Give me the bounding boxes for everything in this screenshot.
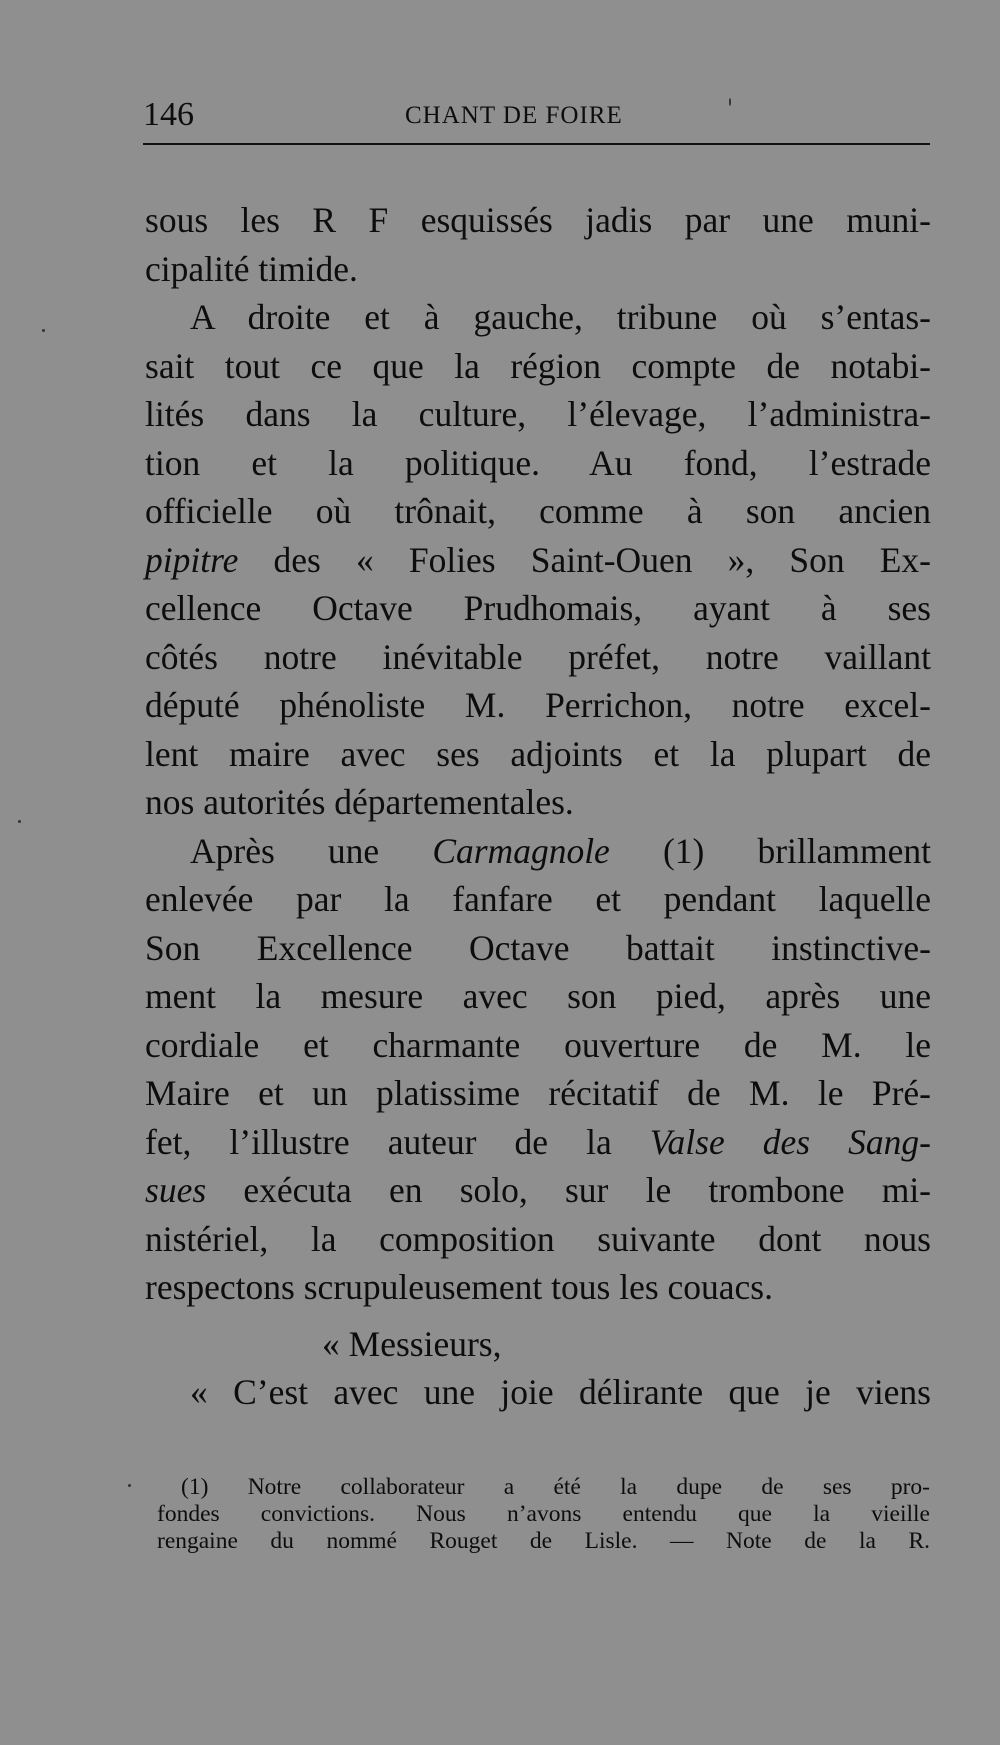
scan-speck xyxy=(42,329,45,332)
text-fragment: fet, l’illustre auteur de la xyxy=(145,1121,612,1162)
text-line xyxy=(145,536,931,585)
text-fragment: Après une xyxy=(190,830,380,871)
text-line: sait tout ce que la région compte de notabi- xyxy=(145,345,931,386)
text-fragment: des « Folies Saint-Ouen », Son Ex- xyxy=(273,539,931,580)
footnote-line: rengaine du nommé Rouget de Lisle. — Note de la R. xyxy=(157,1528,930,1554)
scan-speck xyxy=(128,1484,131,1487)
text-line: « Messieurs, xyxy=(322,1323,502,1364)
footnote xyxy=(157,1474,930,1555)
text-line: respectons scrupuleusement tous les couacs. xyxy=(145,1267,773,1307)
text-line: nos autorités départementales. xyxy=(145,782,574,822)
text-line: Maire et un platissime récitatif de M. le Pré- xyxy=(145,1073,931,1113)
text-fragment: (1) brillamment xyxy=(662,830,931,871)
italic-word: Valse des Sang- xyxy=(649,1121,931,1162)
text-line: côtés notre inévitable préfet, notre vaillant xyxy=(145,636,931,677)
text-line: lités dans la culture, l’élevage, l’administra- xyxy=(145,394,931,434)
italic-word: Carmagnole xyxy=(432,830,610,871)
text-line: lent maire avec ses adjoints et la plupart de xyxy=(145,733,931,774)
text-line: nistériel, la composition suivante dont nous xyxy=(145,1218,931,1259)
running-title: CHANT DE FOIRE xyxy=(405,102,623,129)
text-line xyxy=(145,1118,931,1167)
text-line: officielle où trônait, comme à son ancien xyxy=(145,491,931,531)
body-text xyxy=(145,196,931,1417)
italic-word: sues xyxy=(145,1170,207,1210)
text-line xyxy=(145,827,931,876)
text-line: sous les R F esquissés jadis par une muni- xyxy=(145,200,931,240)
text-line: cordiale et charmante ouverture de M. le xyxy=(145,1024,931,1065)
header-rule xyxy=(143,143,930,145)
text-line: « C’est avec une joie délirante que je viens xyxy=(190,1372,931,1412)
page-number: 146 xyxy=(143,96,194,133)
scan-speck xyxy=(18,820,21,823)
italic-word: pipitre xyxy=(145,539,239,580)
page-header xyxy=(143,95,928,145)
text-line: député phénoliste M. Perrichon, notre excel- xyxy=(145,685,931,725)
text-line: cipalité timide. xyxy=(145,248,358,289)
footnote-line: fondes convictions. Nous n’avons entendu que la vieille xyxy=(157,1501,930,1527)
text-line: cellence Octave Prudhomais, ayant à ses xyxy=(145,588,931,628)
text-line: Son Excellence Octave battait instinctive- xyxy=(145,927,931,968)
text-line: tion et la politique. Au fond, l’estrade xyxy=(145,442,931,483)
scan-speck xyxy=(729,98,731,106)
footnote-line: (1) Notre collaborateur a été la dupe de ses pro- xyxy=(181,1474,930,1500)
text-fragment: exécuta en solo, sur le trombone mi- xyxy=(243,1170,932,1210)
text-line: enlevée par la fanfare et pendant laquelle xyxy=(145,879,931,919)
text-line xyxy=(145,1166,931,1215)
text-line: A droite et à gauche, tribune où s’entas- xyxy=(190,297,931,337)
text-line: ment la mesure avec son pied, après une xyxy=(145,976,931,1016)
